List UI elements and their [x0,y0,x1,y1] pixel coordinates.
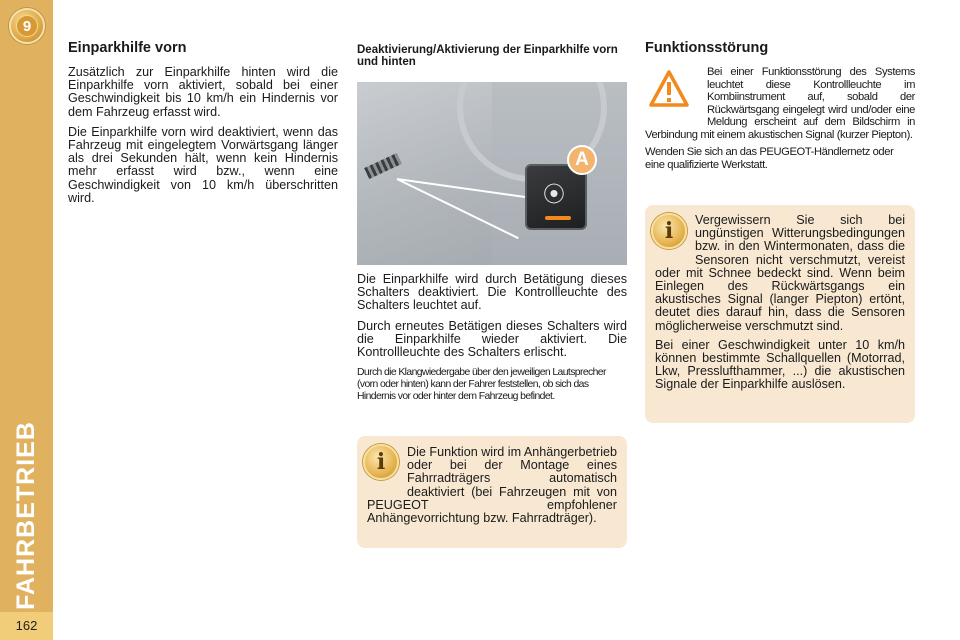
info-icon: i [651,213,687,249]
page-number: 162 [0,612,53,640]
section-heading-malfunction: Funktionsstörung [645,40,769,56]
chapter-sidebar [0,0,53,640]
info-text-content: Vergewissern Sie sich bei ungünstigen Witterungsbedingungen bzw. in den Wintermonaten, dass die Sensoren nicht verschmutzt, vereist oder mit Schnee bedeckt sind. Wenn beim Einlegen des Rückwärtsgangs ein akustisches Signal (langer Piepton) ertönt, deutet dies darauf hin, dass die Sensoren möglicherweise verschmutzt sind. [655,213,905,333]
column-malfunction [645,40,915,176]
note: Durch die Klangwiedergabe über den jeweiligen Lautsprecher (vorn oder hinten) kann der Fahrer feststellen, ob sich das Hindernis vor oder hinter dem Fahrzeug befindet. [357,367,606,403]
chapter-badge [9,8,45,44]
switch-photo [357,82,627,265]
chapter-title-text: FAHRBETRIEB [11,420,40,610]
info-text-content: Die Funktion wird im Anhängerbetrieb oder bei der Montage eines Fahrradträgers automatisch deaktiviert (bei Fahrzeugen mit von PEUGEOT empfohlener Anhängevorrichtung bzw. Fahrradträger). [367,445,618,526]
paragraph: Wenden Sie sich an das PEUGEOT-Händlernetz oder eine qualifizierte Werkstatt. [645,146,894,171]
section-heading-front-parking-aid: Einparkhilfe vorn [68,40,187,56]
chapter-number: 9 [16,15,38,37]
info-text [367,446,617,525]
paragraph: Zusätzlich zur Einparkhilfe hinten wird die Einparkhilfe vorn aktiviert, sobald bei einer Geschwindigkeit bis 10 km/h ein Hindernis vor dem Fahrzeug erfasst wird. [68,65,338,119]
column-deactivation [357,40,627,403]
info-text: Bei einer Geschwindigkeit unter 10 km/h können bestimmte Schallquellen (Motorrad, Lkw, Presslufthammer, ...) die akustischen Signale der Einparkhilfe auslösen. [655,337,905,392]
air-vent [364,153,402,179]
paragraph: Die Einparkhilfe wird durch Betätigung dieses Schalters deaktiviert. Die Kontrollleuchte des Schalters leuchtet auf. [357,272,627,313]
parking-sensor-icon: ⦿ [543,182,566,207]
info-box-sensors [645,205,915,423]
section-heading-deactivation: Deaktivierung/Aktivierung der Einparkhilfe vorn und hinten [357,44,618,68]
warning-icon-wrap [645,66,707,122]
warning-triangle-icon [649,70,689,108]
info-box-trailer [357,436,627,548]
column-front-parking-aid [68,40,338,212]
paragraph: Die Einparkhilfe vorn wird deaktiviert, wenn das Fahrzeug mit eingelegtem Vorwärtsgang länger als drei Sekunden hält, wenn kein Hindernis mehr erfasst wird bzw., wenn eine Geschwindigkeit von 10 km/h überschritten wird. [68,124,338,205]
info-icon: i [363,444,399,480]
info-text [655,214,905,333]
paragraph: Durch erneutes Betätigen dieses Schalters wird die Einparkhilfe wieder aktiviert. Die Kontrollleuchte des Schalters erlischt. [357,318,627,360]
chapter-title [1,420,51,610]
callout-label: A [567,145,597,175]
switch-indicator-led [545,216,571,220]
paragraph: Bei einer Funktionsstörung des Systems leuchtet diese Kontrollleuchte im Kombiinstrument auf, sobald der Rückwärtsgang eingelegt wird und/oder eine Meldung erscheint auf dem Bildschirm in Verbindung mit einem akustischen Signal (kurzer Piepton). [645,66,915,141]
